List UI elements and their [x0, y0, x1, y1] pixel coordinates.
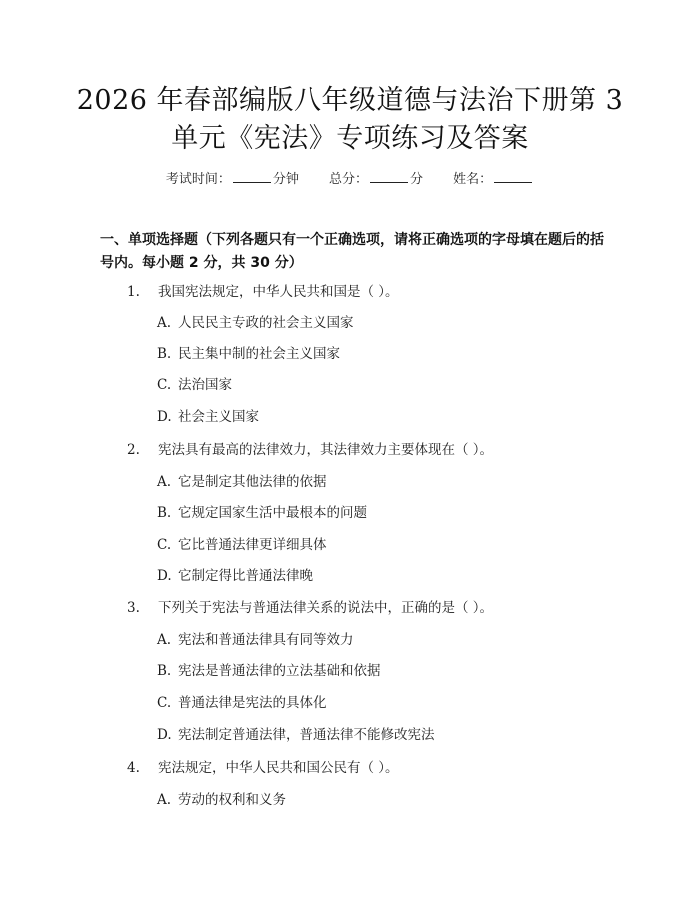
question-number: 1. [127, 284, 140, 300]
option-letter: A. [157, 315, 172, 331]
option-text: 它规定国家生活中最根本的问题 [178, 505, 367, 521]
option-text: 劳动的权利和义务 [178, 792, 286, 808]
question-2 [127, 441, 493, 459]
option-letter: C. [157, 695, 172, 711]
exam-info-row [0, 168, 700, 187]
student-name-blank [494, 170, 532, 183]
question-text: 宪法具有最高的法律效力，其法律效力主要体现在（ ）。 [158, 442, 494, 458]
option-letter: A. [157, 474, 172, 490]
question-4 [127, 759, 399, 777]
exam-time-blank [233, 170, 271, 183]
option-text: 宪法制定普通法律，普通法律不能修改宪法 [178, 727, 435, 743]
option-text: 社会主义国家 [178, 409, 259, 425]
question-1-option-b [157, 345, 340, 363]
question-1-option-c [157, 376, 232, 394]
option-text: 它比普通法律更详细具体 [178, 537, 327, 553]
question-text: 我国宪法规定，中华人民共和国是（ ）。 [158, 284, 399, 300]
question-3-option-a [157, 631, 354, 649]
question-3 [127, 599, 493, 617]
question-1-option-a [157, 314, 354, 332]
document-title-line-1: 2026 年春部编版八年级道德与法治下册第 3 [76, 85, 624, 116]
question-2-option-b [157, 504, 367, 522]
question-3-option-c [157, 694, 327, 712]
option-letter: D. [157, 727, 172, 743]
option-text: 宪法是普通法律的立法基础和依据 [178, 663, 381, 679]
option-text: 人民民主专政的社会主义国家 [178, 315, 354, 331]
student-name-label: 姓名： [453, 172, 493, 187]
option-letter: B. [157, 505, 172, 521]
option-text: 它是制定其他法律的依据 [178, 474, 327, 490]
total-score-label: 总分： [328, 172, 368, 187]
question-text: 宪法规定，中华人民共和国公民有（ ）。 [158, 760, 399, 776]
option-letter: D. [157, 409, 172, 425]
option-letter: A. [157, 792, 172, 808]
total-score-blank [370, 170, 408, 183]
option-letter: B. [157, 346, 172, 362]
option-text: 法治国家 [178, 377, 232, 393]
question-1 [127, 283, 399, 301]
question-number: 2. [127, 442, 140, 458]
exam-time-field [166, 168, 299, 187]
question-2-option-d [157, 567, 313, 585]
total-score-field [329, 168, 423, 187]
question-2-option-c [157, 536, 327, 554]
exam-time-label: 考试时间： [165, 172, 231, 187]
option-text: 民主集中制的社会主义国家 [178, 346, 340, 362]
option-letter: A. [157, 632, 172, 648]
student-name-field [453, 168, 534, 187]
question-4-option-a [157, 791, 286, 809]
option-text: 宪法和普通法律具有同等效力 [178, 632, 354, 648]
question-number: 4. [127, 760, 140, 776]
question-1-option-d [157, 408, 259, 426]
option-letter: B. [157, 663, 172, 679]
exam-time-unit: 分钟 [272, 172, 299, 187]
section-heading: 一、单项选择题（下列各题只有一个正确选项，请将正确选项的字母填在题后的括号内。每小题 2 分，共 30 分） [100, 232, 604, 271]
question-text: 下列关于宪法与普通法律关系的说法中，正确的是（ ）。 [158, 600, 494, 616]
total-score-unit: 分 [410, 172, 424, 187]
option-letter: C. [157, 537, 172, 553]
question-3-option-b [157, 662, 381, 680]
option-text: 普通法律是宪法的具体化 [178, 695, 327, 711]
option-text: 它制定得比普通法律晚 [178, 568, 313, 584]
option-letter: D. [157, 568, 172, 584]
question-2-option-a [157, 473, 327, 491]
question-number: 3. [127, 600, 140, 616]
document-title-line-2: 单元《宪法》专项练习及答案 [171, 123, 529, 154]
option-letter: C. [157, 377, 172, 393]
question-3-option-d [157, 726, 435, 744]
